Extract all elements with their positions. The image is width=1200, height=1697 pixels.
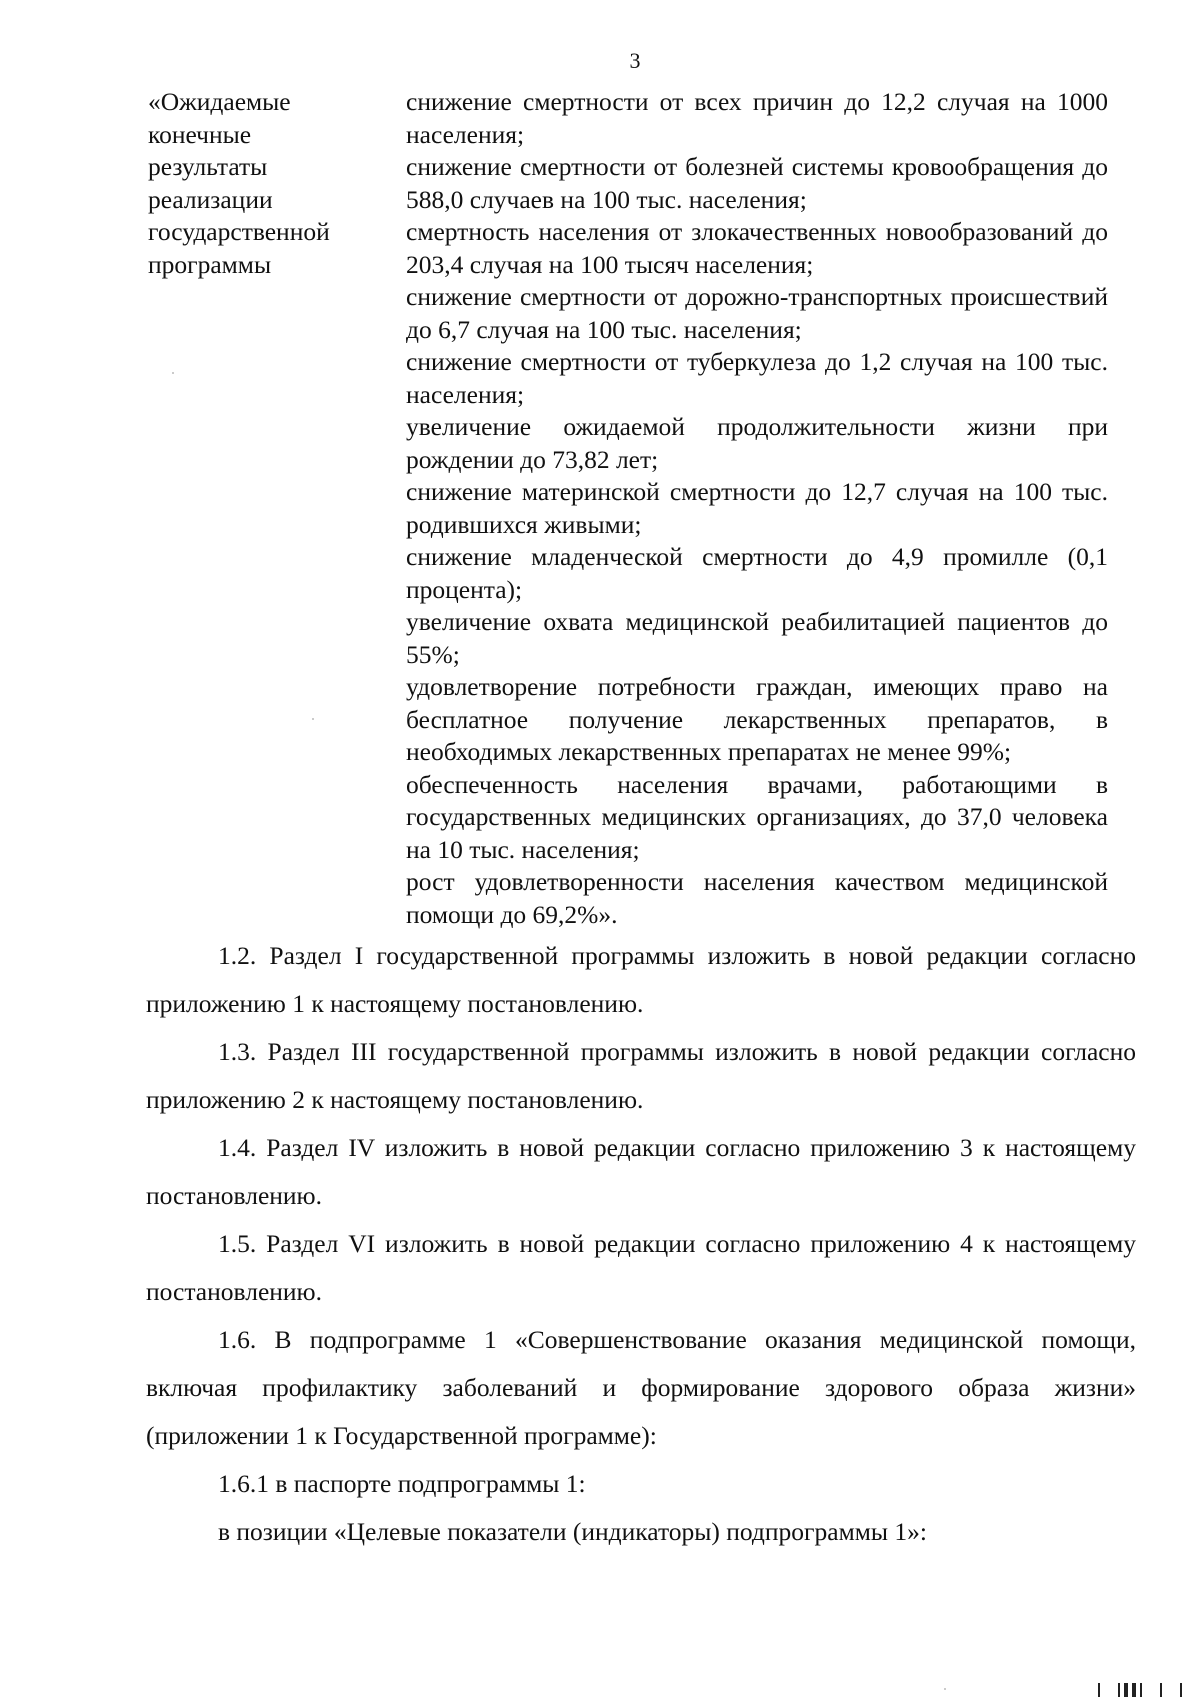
- scan-mark: [1160, 1683, 1162, 1697]
- scan-mark: [1140, 1683, 1142, 1697]
- scan-mark: [1180, 1683, 1182, 1697]
- passport-label: [148, 86, 406, 931]
- passport-label-line: государственной: [148, 217, 330, 246]
- paragraph-1-6: 1.6. В подпрограмме 1 «Совершенствование оказания медицинской помощи, включая профилактику заболеваний и формирование здорового образа жизни» (приложении 1 к Государственной программе):: [146, 1325, 1136, 1450]
- scan-mark: [1132, 1683, 1136, 1697]
- passport-label-line: результаты: [148, 152, 268, 181]
- passport-label-line: программы: [148, 249, 272, 279]
- passport-label-line: конечные: [148, 119, 252, 149]
- paragraph-1-6-1: 1.6.1 в паспорте подпрограммы 1:: [218, 1469, 586, 1498]
- paragraph-1-5: 1.5. Раздел VI изложить в новой редакции согласно приложению 4 к настоящему постановлению.: [146, 1229, 1136, 1306]
- document-body: [146, 932, 1136, 1556]
- paragraph-1-3: 1.3. Раздел III государственной программы изложить в новой редакции согласно приложению 2 к настоящему постановлению.: [146, 1037, 1136, 1114]
- scan-edge-marks: [1042, 1677, 1182, 1697]
- page-number: 3: [629, 48, 641, 73]
- passport-table: [148, 86, 1108, 931]
- result-item: снижение смертности от всех причин до 12,2 случая на 1000 населения;: [406, 87, 1108, 149]
- passport-label-line: реализации: [148, 184, 273, 214]
- result-item: увеличение ожидаемой продолжительности жизни при рождении до 73,82 лет;: [406, 412, 1108, 474]
- scan-speck: [312, 718, 314, 720]
- scan-mark: [1098, 1683, 1100, 1697]
- paragraph-1-4: 1.4. Раздел IV изложить в новой редакции согласно приложению 3 к настоящему постановлению.: [146, 1133, 1136, 1210]
- passport-label-line: «Ожидаемые: [148, 87, 291, 116]
- result-item: увеличение охвата медицинской реабилитацией пациентов до 55%;: [406, 607, 1108, 669]
- result-item: смертность населения от злокачественных новообразований до 203,4 случая на 100 тысяч населения;: [406, 217, 1108, 279]
- result-item: рост удовлетворенности населения качеством медицинской помощи до 69,2%».: [406, 867, 1108, 929]
- result-item: удовлетворение потребности граждан, имеющих право на бесплатное получение лекарственных препаратов, в необходимых лекарственных препаратах не менее 99%;: [406, 672, 1108, 766]
- result-item: обеспеченность населения врачами, работающими в государственных медицинских организациях, до 37,0 человека на 10 тыс. населения;: [406, 769, 1108, 864]
- result-item: снижение смертности от дорожно-транспортных происшествий до 6,7 случая на 100 тыс. населения;: [406, 282, 1108, 344]
- paragraph-position: в позиции «Целевые показатели (индикаторы) подпрограммы 1»:: [218, 1517, 927, 1546]
- scan-mark: [1124, 1683, 1128, 1697]
- result-item: снижение материнской смертности до 12,7 случая на 100 тыс. родившихся живыми;: [406, 477, 1108, 539]
- passport-results: [406, 86, 1108, 931]
- result-item: снижение младенческой смертности до 4,9 промилле (0,1 процента);: [406, 542, 1108, 604]
- scan-speck: [944, 1688, 946, 1690]
- result-item: снижение смертности от болезней системы кровообращения до 588,0 случаев на 100 тыс. населения;: [406, 152, 1108, 214]
- scan-speck: [172, 372, 174, 374]
- result-item: снижение смертности от туберкулеза до 1,2 случая на 100 тыс. населения;: [406, 347, 1108, 409]
- paragraph-1-2: 1.2. Раздел I государственной программы изложить в новой редакции согласно приложению 1 к настоящему постановлению.: [146, 941, 1136, 1018]
- scan-mark: [1118, 1683, 1120, 1697]
